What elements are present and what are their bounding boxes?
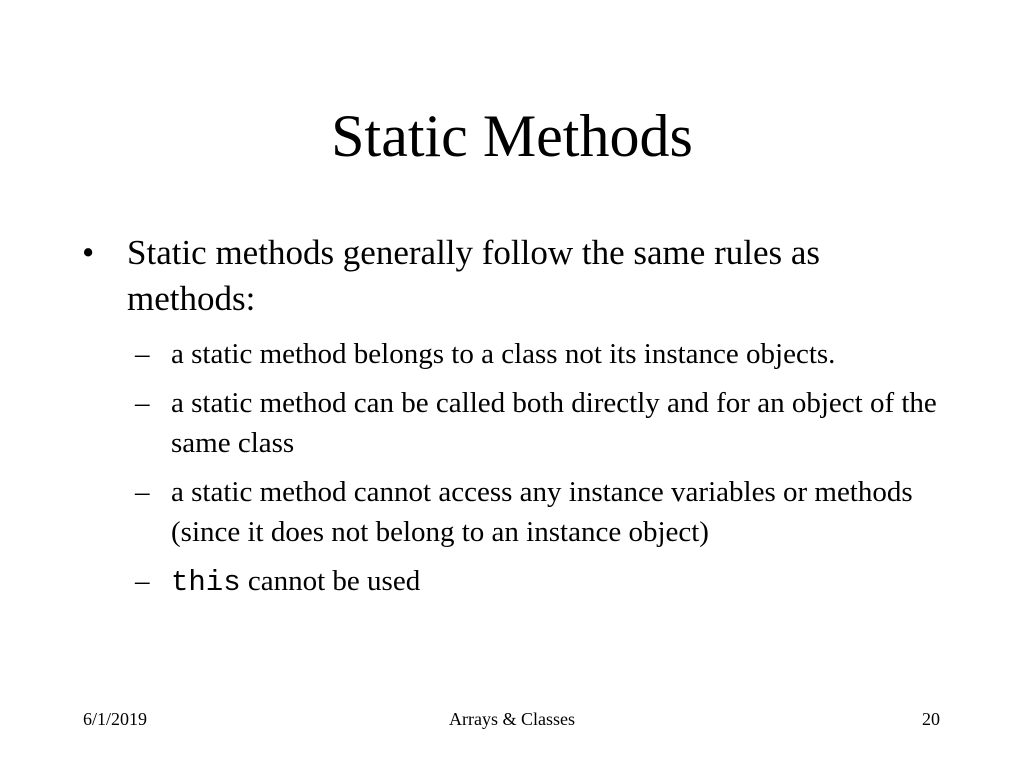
dash-marker: – [135, 565, 150, 597]
dash-marker: – [135, 476, 150, 508]
sub-bullet-list [82, 334, 942, 603]
dash-marker: – [135, 338, 150, 370]
dash-marker: – [135, 387, 150, 419]
footer-title: Arrays & Classes [449, 709, 575, 729]
footer-page-number: 20 [922, 709, 940, 729]
code-keyword: this [171, 566, 241, 599]
sub-bullet-2 [82, 383, 942, 463]
footer-date: 6/1/2019 [83, 709, 148, 729]
sub-bullet-text: a static method cannot access any instance variables or methods (since it does not belong to an instance object) [171, 476, 913, 548]
slide-title: Static Methods [331, 103, 693, 169]
sub-bullet-text: cannot be used [240, 565, 421, 597]
sub-bullet-text: a static method can be called both directly and for an object of the same class [171, 387, 937, 459]
bullet-marker: • [82, 233, 95, 272]
sub-bullet-3 [82, 472, 942, 552]
slide-body [82, 230, 942, 603]
sub-bullet-4 [82, 561, 942, 603]
sub-bullet-text: a static method belongs to a class not its instance objects. [171, 338, 836, 370]
bullet-text: Static methods generally follow the same rules as methods: [127, 233, 821, 318]
sub-bullet-1 [82, 334, 942, 374]
bullet-level1 [82, 230, 942, 322]
